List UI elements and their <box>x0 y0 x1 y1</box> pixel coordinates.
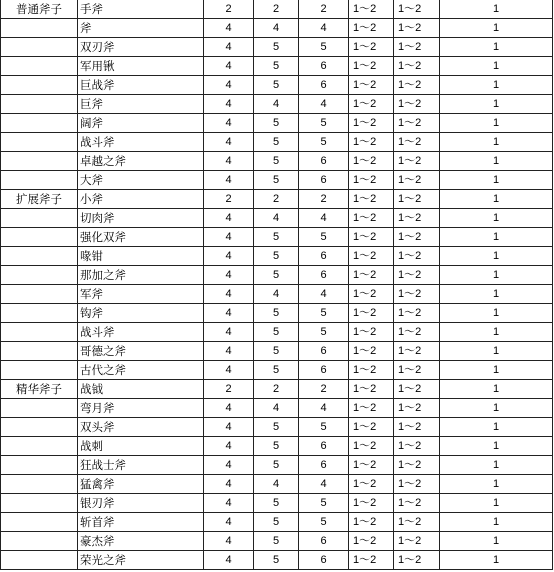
table-row <box>1 437 553 456</box>
range-2-cell: 1～2 <box>394 266 440 285</box>
count-cell: 1 <box>440 361 553 380</box>
range-1-cell: 1～2 <box>349 532 394 551</box>
value-a-cell: 4 <box>204 323 254 342</box>
count-cell: 1 <box>440 494 553 513</box>
category-cell <box>1 399 78 418</box>
value-b-cell: 5 <box>254 513 299 532</box>
value-c-cell: 5 <box>299 228 349 247</box>
value-c-cell: 5 <box>299 418 349 437</box>
table-row <box>1 513 553 532</box>
category-cell <box>1 266 78 285</box>
item-name-cell: 阔斧 <box>78 114 204 133</box>
table-row <box>1 228 553 247</box>
category-cell <box>1 437 78 456</box>
item-name-cell: 手斧 <box>78 0 204 19</box>
item-name-cell: 斧 <box>78 19 204 38</box>
table-row <box>1 95 553 114</box>
value-a-cell: 4 <box>204 152 254 171</box>
count-cell: 1 <box>440 247 553 266</box>
count-cell: 1 <box>440 95 553 114</box>
range-2-cell: 1～2 <box>394 285 440 304</box>
item-name-cell: 喙钳 <box>78 247 204 266</box>
range-1-cell: 1～2 <box>349 133 394 152</box>
value-c-cell: 6 <box>299 247 349 266</box>
value-b-cell: 2 <box>254 0 299 19</box>
table-row <box>1 76 553 95</box>
item-name-cell: 小斧 <box>78 190 204 209</box>
value-a-cell: 4 <box>204 494 254 513</box>
range-1-cell: 1～2 <box>349 152 394 171</box>
count-cell: 1 <box>440 380 553 399</box>
range-1-cell: 1～2 <box>349 228 394 247</box>
item-name-cell: 巨斧 <box>78 95 204 114</box>
count-cell: 1 <box>440 475 553 494</box>
value-c-cell: 6 <box>299 152 349 171</box>
range-2-cell: 1～2 <box>394 437 440 456</box>
category-cell <box>1 95 78 114</box>
range-1-cell: 1～2 <box>349 285 394 304</box>
range-1-cell: 1～2 <box>349 171 394 190</box>
table-row <box>1 494 553 513</box>
value-b-cell: 5 <box>254 342 299 361</box>
value-b-cell: 5 <box>254 171 299 190</box>
table-row <box>1 133 553 152</box>
value-b-cell: 5 <box>254 266 299 285</box>
category-cell <box>1 513 78 532</box>
value-a-cell: 4 <box>204 304 254 323</box>
range-2-cell: 1～2 <box>394 532 440 551</box>
range-1-cell: 1～2 <box>349 323 394 342</box>
count-cell: 1 <box>440 323 553 342</box>
value-b-cell: 5 <box>254 418 299 437</box>
table-row <box>1 0 553 19</box>
item-name-cell: 巨战斧 <box>78 76 204 95</box>
item-name-cell: 那加之斧 <box>78 266 204 285</box>
range-2-cell: 1～2 <box>394 361 440 380</box>
value-c-cell: 4 <box>299 399 349 418</box>
category-cell: 精华斧子 <box>1 380 78 399</box>
value-c-cell: 4 <box>299 285 349 304</box>
item-name-cell: 大斧 <box>78 171 204 190</box>
item-name-cell: 战斗斧 <box>78 133 204 152</box>
count-cell: 1 <box>440 342 553 361</box>
value-a-cell: 2 <box>204 0 254 19</box>
range-2-cell: 1～2 <box>394 57 440 76</box>
count-cell: 1 <box>440 437 553 456</box>
range-2-cell: 1～2 <box>394 19 440 38</box>
item-name-cell: 卓越之斧 <box>78 152 204 171</box>
table-row <box>1 304 553 323</box>
category-cell <box>1 171 78 190</box>
value-c-cell: 6 <box>299 266 349 285</box>
value-b-cell: 5 <box>254 456 299 475</box>
category-cell <box>1 133 78 152</box>
range-2-cell: 1～2 <box>394 38 440 57</box>
value-a-cell: 4 <box>204 399 254 418</box>
value-c-cell: 6 <box>299 57 349 76</box>
table-row <box>1 57 553 76</box>
range-1-cell: 1～2 <box>349 399 394 418</box>
value-b-cell: 4 <box>254 19 299 38</box>
value-c-cell: 6 <box>299 342 349 361</box>
count-cell: 1 <box>440 171 553 190</box>
value-b-cell: 5 <box>254 247 299 266</box>
value-c-cell: 5 <box>299 513 349 532</box>
value-b-cell: 4 <box>254 209 299 228</box>
range-2-cell: 1～2 <box>394 209 440 228</box>
value-c-cell: 5 <box>299 133 349 152</box>
value-a-cell: 4 <box>204 114 254 133</box>
category-cell <box>1 304 78 323</box>
item-name-cell: 弯月斧 <box>78 399 204 418</box>
item-name-cell: 钩斧 <box>78 304 204 323</box>
range-1-cell: 1～2 <box>349 190 394 209</box>
value-b-cell: 4 <box>254 399 299 418</box>
table-row <box>1 456 553 475</box>
item-name-cell: 狂战士斧 <box>78 456 204 475</box>
item-name-cell: 战刺 <box>78 437 204 456</box>
table-row <box>1 361 553 380</box>
table-row <box>1 475 553 494</box>
value-b-cell: 5 <box>254 551 299 570</box>
value-a-cell: 4 <box>204 171 254 190</box>
table-row <box>1 247 553 266</box>
table-row <box>1 399 553 418</box>
range-2-cell: 1～2 <box>394 76 440 95</box>
count-cell: 1 <box>440 57 553 76</box>
value-a-cell: 4 <box>204 57 254 76</box>
category-cell <box>1 532 78 551</box>
value-c-cell: 5 <box>299 304 349 323</box>
item-name-cell: 猛禽斧 <box>78 475 204 494</box>
value-c-cell: 6 <box>299 437 349 456</box>
value-a-cell: 4 <box>204 342 254 361</box>
value-b-cell: 5 <box>254 532 299 551</box>
value-a-cell: 4 <box>204 95 254 114</box>
value-c-cell: 2 <box>299 0 349 19</box>
value-b-cell: 2 <box>254 380 299 399</box>
table-row <box>1 114 553 133</box>
count-cell: 1 <box>440 456 553 475</box>
table-row <box>1 532 553 551</box>
value-b-cell: 5 <box>254 152 299 171</box>
value-a-cell: 2 <box>204 190 254 209</box>
category-cell <box>1 76 78 95</box>
item-name-cell: 荣光之斧 <box>78 551 204 570</box>
category-cell <box>1 285 78 304</box>
table-row <box>1 190 553 209</box>
range-1-cell: 1～2 <box>349 551 394 570</box>
table-row <box>1 285 553 304</box>
value-a-cell: 4 <box>204 437 254 456</box>
item-name-cell: 切肉斧 <box>78 209 204 228</box>
value-b-cell: 5 <box>254 38 299 57</box>
range-1-cell: 1～2 <box>349 76 394 95</box>
value-c-cell: 6 <box>299 76 349 95</box>
range-1-cell: 1～2 <box>349 513 394 532</box>
range-2-cell: 1～2 <box>394 551 440 570</box>
count-cell: 1 <box>440 532 553 551</box>
value-a-cell: 4 <box>204 247 254 266</box>
count-cell: 1 <box>440 114 553 133</box>
category-cell <box>1 551 78 570</box>
value-b-cell: 5 <box>254 228 299 247</box>
value-c-cell: 6 <box>299 361 349 380</box>
category-cell <box>1 152 78 171</box>
value-a-cell: 4 <box>204 266 254 285</box>
value-c-cell: 5 <box>299 38 349 57</box>
value-c-cell: 5 <box>299 114 349 133</box>
count-cell: 1 <box>440 209 553 228</box>
range-1-cell: 1～2 <box>349 437 394 456</box>
item-name-cell: 双头斧 <box>78 418 204 437</box>
value-a-cell: 4 <box>204 475 254 494</box>
value-b-cell: 5 <box>254 494 299 513</box>
category-cell: 普通斧子 <box>1 0 78 19</box>
value-c-cell: 4 <box>299 209 349 228</box>
range-2-cell: 1～2 <box>394 513 440 532</box>
range-2-cell: 1～2 <box>394 475 440 494</box>
count-cell: 1 <box>440 551 553 570</box>
value-b-cell: 4 <box>254 95 299 114</box>
range-1-cell: 1～2 <box>349 95 394 114</box>
category-cell <box>1 475 78 494</box>
value-c-cell: 5 <box>299 323 349 342</box>
item-name-cell: 军用锹 <box>78 57 204 76</box>
category-cell <box>1 209 78 228</box>
value-a-cell: 4 <box>204 418 254 437</box>
item-name-cell: 强化双斧 <box>78 228 204 247</box>
category-cell <box>1 494 78 513</box>
value-b-cell: 5 <box>254 57 299 76</box>
count-cell: 1 <box>440 152 553 171</box>
range-2-cell: 1～2 <box>394 95 440 114</box>
value-a-cell: 4 <box>204 361 254 380</box>
table-row <box>1 380 553 399</box>
value-b-cell: 5 <box>254 76 299 95</box>
table-body <box>1 0 553 570</box>
table-row <box>1 152 553 171</box>
value-b-cell: 4 <box>254 285 299 304</box>
category-cell <box>1 19 78 38</box>
category-cell <box>1 38 78 57</box>
range-2-cell: 1～2 <box>394 399 440 418</box>
count-cell: 1 <box>440 0 553 19</box>
count-cell: 1 <box>440 399 553 418</box>
table-row <box>1 323 553 342</box>
value-a-cell: 4 <box>204 19 254 38</box>
item-name-cell: 斩首斧 <box>78 513 204 532</box>
item-name-cell: 战斗斧 <box>78 323 204 342</box>
item-name-cell: 古代之斧 <box>78 361 204 380</box>
table-row <box>1 209 553 228</box>
range-1-cell: 1～2 <box>349 380 394 399</box>
count-cell: 1 <box>440 285 553 304</box>
table-row <box>1 19 553 38</box>
count-cell: 1 <box>440 304 553 323</box>
range-1-cell: 1～2 <box>349 114 394 133</box>
item-name-cell: 哥德之斧 <box>78 342 204 361</box>
table-row <box>1 38 553 57</box>
table-row <box>1 171 553 190</box>
item-name-cell: 军斧 <box>78 285 204 304</box>
range-2-cell: 1～2 <box>394 247 440 266</box>
value-a-cell: 4 <box>204 285 254 304</box>
range-1-cell: 1～2 <box>349 494 394 513</box>
value-a-cell: 2 <box>204 380 254 399</box>
value-b-cell: 5 <box>254 437 299 456</box>
item-name-cell: 战钺 <box>78 380 204 399</box>
value-c-cell: 5 <box>299 494 349 513</box>
range-1-cell: 1～2 <box>349 304 394 323</box>
value-c-cell: 6 <box>299 532 349 551</box>
value-a-cell: 4 <box>204 456 254 475</box>
value-c-cell: 6 <box>299 551 349 570</box>
range-2-cell: 1～2 <box>394 323 440 342</box>
range-2-cell: 1～2 <box>394 171 440 190</box>
count-cell: 1 <box>440 76 553 95</box>
count-cell: 1 <box>440 513 553 532</box>
range-2-cell: 1～2 <box>394 494 440 513</box>
range-1-cell: 1～2 <box>349 0 394 19</box>
value-b-cell: 5 <box>254 323 299 342</box>
range-2-cell: 1～2 <box>394 114 440 133</box>
category-cell <box>1 418 78 437</box>
range-2-cell: 1～2 <box>394 342 440 361</box>
range-1-cell: 1～2 <box>349 38 394 57</box>
range-2-cell: 1～2 <box>394 228 440 247</box>
value-a-cell: 4 <box>204 38 254 57</box>
range-2-cell: 1～2 <box>394 0 440 19</box>
range-2-cell: 1～2 <box>394 190 440 209</box>
category-cell <box>1 114 78 133</box>
count-cell: 1 <box>440 266 553 285</box>
value-c-cell: 6 <box>299 456 349 475</box>
value-c-cell: 2 <box>299 380 349 399</box>
value-a-cell: 4 <box>204 513 254 532</box>
category-cell <box>1 247 78 266</box>
count-cell: 1 <box>440 418 553 437</box>
value-c-cell: 2 <box>299 190 349 209</box>
count-cell: 1 <box>440 38 553 57</box>
count-cell: 1 <box>440 133 553 152</box>
value-a-cell: 4 <box>204 133 254 152</box>
value-b-cell: 5 <box>254 361 299 380</box>
range-1-cell: 1～2 <box>349 247 394 266</box>
item-name-cell: 豪杰斧 <box>78 532 204 551</box>
range-2-cell: 1～2 <box>394 456 440 475</box>
category-cell <box>1 228 78 247</box>
value-b-cell: 2 <box>254 190 299 209</box>
item-name-cell: 双刃斧 <box>78 38 204 57</box>
range-1-cell: 1～2 <box>349 57 394 76</box>
table-row <box>1 342 553 361</box>
category-cell <box>1 57 78 76</box>
category-cell <box>1 342 78 361</box>
table-row <box>1 266 553 285</box>
value-c-cell: 6 <box>299 171 349 190</box>
range-1-cell: 1～2 <box>349 475 394 494</box>
count-cell: 1 <box>440 19 553 38</box>
value-c-cell: 4 <box>299 19 349 38</box>
table-row <box>1 551 553 570</box>
range-1-cell: 1～2 <box>349 266 394 285</box>
table-row <box>1 418 553 437</box>
value-a-cell: 4 <box>204 76 254 95</box>
item-name-cell: 银刃斧 <box>78 494 204 513</box>
category-cell <box>1 456 78 475</box>
range-1-cell: 1～2 <box>349 361 394 380</box>
range-1-cell: 1～2 <box>349 209 394 228</box>
value-a-cell: 4 <box>204 228 254 247</box>
range-1-cell: 1～2 <box>349 19 394 38</box>
category-cell: 扩展斧子 <box>1 190 78 209</box>
range-2-cell: 1～2 <box>394 152 440 171</box>
value-a-cell: 4 <box>204 532 254 551</box>
range-1-cell: 1～2 <box>349 418 394 437</box>
value-c-cell: 4 <box>299 95 349 114</box>
range-2-cell: 1～2 <box>394 380 440 399</box>
range-2-cell: 1～2 <box>394 304 440 323</box>
value-b-cell: 4 <box>254 475 299 494</box>
value-b-cell: 5 <box>254 133 299 152</box>
category-cell <box>1 361 78 380</box>
count-cell: 1 <box>440 228 553 247</box>
value-a-cell: 4 <box>204 209 254 228</box>
range-1-cell: 1～2 <box>349 342 394 361</box>
range-2-cell: 1～2 <box>394 418 440 437</box>
value-b-cell: 5 <box>254 304 299 323</box>
value-b-cell: 5 <box>254 114 299 133</box>
count-cell: 1 <box>440 190 553 209</box>
range-1-cell: 1～2 <box>349 456 394 475</box>
category-cell <box>1 323 78 342</box>
range-2-cell: 1～2 <box>394 133 440 152</box>
value-c-cell: 4 <box>299 475 349 494</box>
value-a-cell: 4 <box>204 551 254 570</box>
